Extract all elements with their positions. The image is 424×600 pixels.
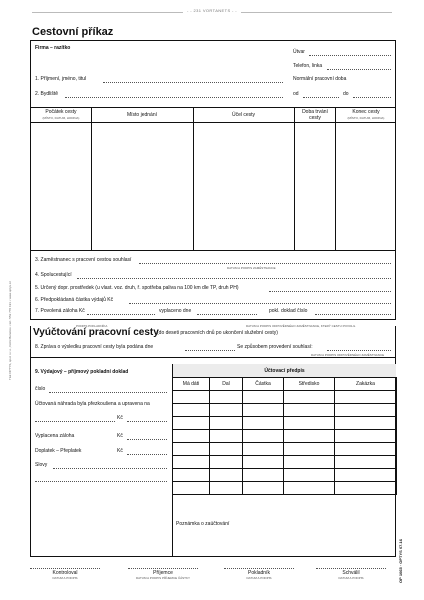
col-zacatek-sub: (MÍSTO, DATUM, HODINA) [42, 116, 80, 120]
sig-line-schvalil[interactable] [316, 568, 386, 569]
travel-table [30, 107, 396, 251]
field-7-input[interactable] [87, 314, 155, 315]
col-konec-sub: (MÍSTO, DATUM, HODINA) [347, 116, 385, 120]
bydliste-label: 2. Bydliště [35, 91, 59, 97]
approval-section [30, 250, 396, 320]
uctovana-kc: Kč [117, 415, 123, 421]
top-label: - - 231 VORTANETS - - [183, 8, 241, 13]
field-3-sub: DATUM A PODPIS ZAMĚSTNANCE [227, 266, 276, 270]
slovy-field[interactable] [53, 468, 167, 469]
signature-prijemce [128, 570, 198, 580]
slovy-label: Slovy [35, 462, 48, 468]
utvar-field[interactable] [309, 55, 391, 56]
vyplacena-kc: Kč [117, 433, 123, 439]
signature-kontroloval [30, 570, 100, 580]
field-5-input[interactable] [269, 291, 391, 292]
field-7-label: 7. Povolená záloha Kč [35, 308, 85, 314]
field-9-label: 9. Výdajový – příjmový pokladní doklad [35, 369, 129, 375]
sig-line-pokladnik[interactable] [224, 568, 294, 569]
uctovana-kc-field[interactable] [127, 421, 167, 422]
field-8-sub: DATUM A PODPIS ODPOVĚDNÉHO ZAMĚSTNANCE [311, 353, 385, 357]
telefon-label: Telefon, linka [293, 63, 323, 69]
sig-label: Schválil [342, 570, 360, 576]
field-6-label: 6. Předpokládaná částka výdajů Kč [35, 297, 114, 303]
field-4-input[interactable] [77, 278, 391, 279]
sig-sub: DATUM A PODPIS [52, 576, 78, 580]
ledger-row[interactable] [173, 391, 397, 404]
sig-label: Pokladník [248, 570, 270, 576]
settlement-subtitle: (do deseti pracovních dnů po ukončení služební cesty) [157, 330, 278, 336]
page-title: Cestovní příkaz [32, 26, 114, 38]
sig-line-kontroloval[interactable] [30, 568, 100, 569]
field-8-zpusob: Se způsobem provedení souhlasí: [237, 344, 313, 350]
col-divider [294, 107, 295, 250]
bydliste-field[interactable] [65, 97, 283, 98]
settlement-section [30, 326, 396, 358]
col-konec: Konec cesty [352, 109, 380, 115]
voucher-section [30, 357, 396, 557]
do-label: do [343, 91, 349, 97]
ledger-title: Účtovací předpis [264, 368, 305, 374]
ledger-col-stredisko: Středisko [284, 378, 335, 391]
field-7-sub1: PODPIS POKLADNÍKA [76, 324, 108, 328]
col-doba: Doba trvání cesty [302, 109, 328, 121]
cislo-label: číslo [35, 386, 46, 392]
signature-pokladnik [224, 570, 294, 580]
field-8-label: 8. Zpráva o výsledku pracovní cesty byla podána dne [35, 344, 154, 350]
ledger-grid [172, 377, 397, 495]
field-4-label: 4. Spolucestující [35, 272, 72, 278]
ledger-row[interactable] [173, 456, 397, 469]
cislo-field[interactable] [49, 392, 167, 393]
top-rule [32, 8, 392, 21]
sig-label: Příjemce [153, 570, 173, 576]
ledger-head-row [173, 378, 397, 391]
ledger-row[interactable] [173, 404, 397, 417]
field-3-input[interactable] [139, 263, 391, 264]
col-misto: Místo jednání [126, 112, 158, 118]
od-field[interactable] [303, 97, 339, 98]
col-divider [193, 107, 194, 250]
vyplacena-field[interactable] [127, 439, 167, 440]
firma-label: Firma – razítko [35, 45, 71, 51]
field-7-date[interactable] [197, 314, 257, 315]
prijmeni-field[interactable] [103, 82, 283, 83]
sig-sub: DATUM A PODPIS PŘÍJEMCE ČÁSTKY [136, 576, 190, 580]
field-7-pokl: pokl. doklad číslo [269, 308, 308, 314]
col-ucel: Účel cesty [231, 112, 256, 118]
field-8-date[interactable] [185, 350, 235, 351]
sig-sub: DATUM A PODPIS [246, 576, 272, 580]
signature-schvalil [316, 570, 386, 580]
field-7-vyplaceno: vyplaceno dne [159, 308, 192, 314]
ledger-col-madati: Má dáti [173, 378, 210, 391]
uctovana-field[interactable] [35, 421, 115, 422]
doplatek-kc: Kč [117, 448, 123, 454]
field-6-input[interactable] [129, 303, 391, 304]
ledger-row[interactable] [173, 430, 397, 443]
company-section [30, 40, 396, 108]
telefon-field[interactable] [327, 69, 391, 70]
printer-note: Tisk OPTYS, spol. s r.o., Dolní Benešov • tel.: 553 770 191 • www.optys.cz [8, 281, 12, 380]
col-divider [335, 107, 336, 250]
ledger-note: Poznámka o zaúčtování [176, 521, 230, 527]
vyplacena-label: Vyplacena záloha [35, 433, 75, 439]
sig-label: Kontroloval [52, 570, 78, 576]
ledger-row[interactable] [173, 417, 397, 430]
utvar-label: Útvar [293, 49, 305, 55]
doplatek-field[interactable] [127, 454, 167, 455]
od-label: od [293, 91, 299, 97]
doplatek-label: Doplatek – Přeplatek [35, 448, 82, 454]
ledger-col-dal: Dal [210, 378, 243, 391]
sig-line-prijemce[interactable] [128, 568, 198, 569]
field-3-label: 3. Zaměstnanec s pracovní cestou souhlasí [35, 257, 132, 263]
normalni-label: Normální pracovní doba [293, 76, 347, 82]
ledger-col-zakazka: Zakázka [335, 378, 397, 391]
ledger-row[interactable] [173, 443, 397, 456]
field-8-sign[interactable] [327, 350, 391, 351]
settlement-title: Vyúčtování pracovní cesty [33, 327, 159, 338]
slovy-field-2[interactable] [35, 481, 167, 482]
col-zacatek: Počátek cesty [45, 109, 77, 115]
col-divider [91, 107, 92, 250]
ledger-row[interactable] [173, 482, 397, 495]
do-field[interactable] [353, 97, 391, 98]
ledger-row[interactable] [173, 469, 397, 482]
uctovana-label: Účtovaná náhrada byla přezkoušena a upravena na [35, 401, 150, 407]
prijmeni-label: 1. Příjmení, jméno, titul [35, 76, 87, 82]
field-7-sub2: DATUM A PODPIS ODPOVĚDNÉHO ZAMĚSTNANCE, KTERÝ CESTU POVOLIL [246, 324, 356, 328]
sig-sub: DATUM A PODPIS [338, 576, 364, 580]
travel-header-rule [31, 122, 395, 123]
field-5-label: 5. Určený dopr. prostředek (u vlast. voz. druh, ř. spotřeba paliva na 100 km dle TP, druh PH) [35, 285, 239, 291]
ledger-header [173, 364, 396, 378]
form-code: OP 1065 · OPTYS 07.16 [398, 539, 403, 583]
field-7-doc[interactable] [315, 314, 391, 315]
ledger-col-castka: Částka [243, 378, 284, 391]
